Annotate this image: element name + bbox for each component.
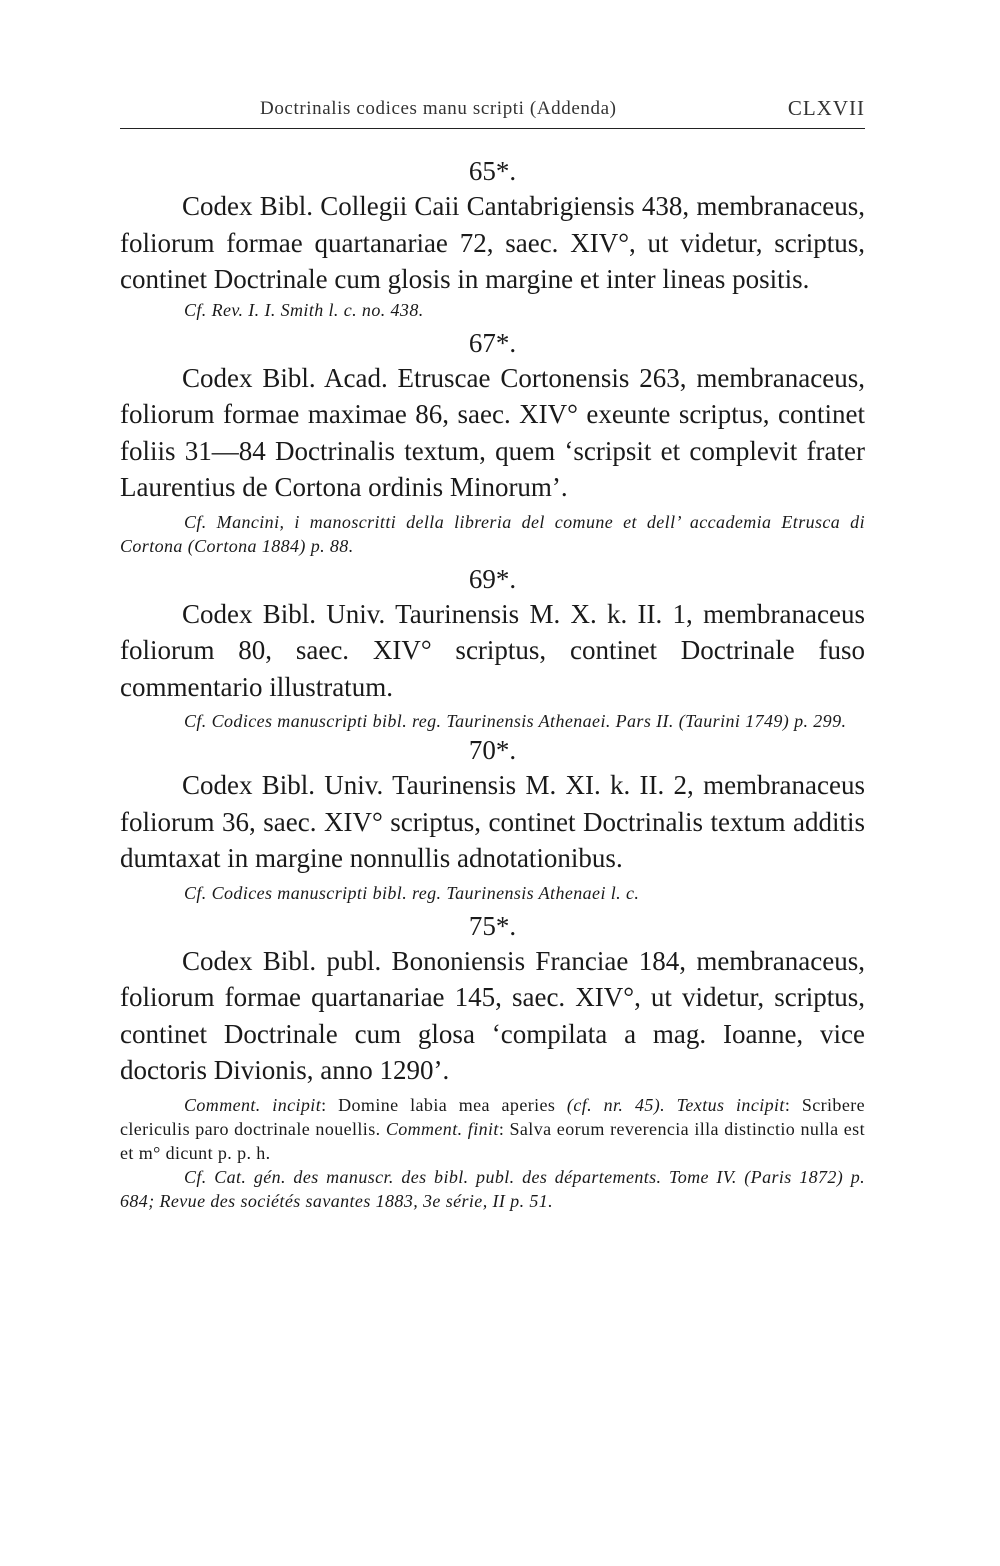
page-numeral: CLXVII [787,96,865,120]
running-head [120,90,865,122]
entry-number-75: 75*. [468,910,517,941]
commentary-text-textus: : Scribere clericulis paro doctrinale nouellis. [120,1094,865,1139]
entry-note-65: Cf. Rev. I. I. Smith l. c. no. 438. [184,299,424,320]
running-title: Doctrinalis codices manu scripti (Addenda) [260,98,617,119]
commentary-label-finit: Comment. finit [385,1118,499,1139]
entry-text-75: Codex Bibl. publ. Bononiensis Franciae 184, membranaceus, foliorum formae quartanariae 145, saec. XIV°, ut videtur, scriptus, continet Doctrinale cum glosa ‘compilata a mag. Ioanne, vice doctoris Divionis, anno 1290’. [120,945,865,1085]
entry-number-69: 69*. [468,563,517,594]
entry-note-67: Cf. Mancini, i manoscritti della libreria del comune et dell’ accademia Etrusca di Cortona (Cortona 1884) p. 88. [120,511,865,556]
entry-text-67: Codex Bibl. Acad. Etruscae Cortonensis 263, membranaceus, foliorum formae maximae 86, saec. XIV° exeunte scriptus, continet foliis 31—84 Doctrinalis textum, quem ‘scripsit et complevit frater Laurentius de Cortona ordinis Minorum’. [120,362,865,502]
entry-commentary-75 [120,1093,865,1165]
commentary-text-incipit: : Domine labia mea aperies [321,1094,567,1115]
entry-number-70: 70*. [468,735,517,765]
entry-note-75: Cf. Cat. gén. des manuscr. des bibl. publ. des départements. Tome IV. (Paris 1872) p. 684; Revue des sociétés savantes 1883, 3e série, II p. 51. [120,1166,865,1211]
header-rule [120,128,865,129]
commentary-text-finit: : Salva eorum reverencia illa distinctio nulla est et m° dicunt p. p. h. [120,1118,865,1163]
entry-text-65: Codex Bibl. Collegii Caii Cantabrigiensis 438, membranaceus, foliorum formae quartanariae 72, saec. XIV°, ut videtur, scriptus, continet Doctrinale cum glosis in margine et inter lineas positis. [120,191,865,294]
entry-text-69: Codex Bibl. Univ. Taurinensis M. X. k. II. 1, membranaceus foliorum 80, saec. XIV° scriptus, continet Doctrinale fuso commentario illustratum. [120,598,865,702]
entry-number-67: 67*. [468,327,517,358]
entry-text-70: Codex Bibl. Univ. Taurinensis M. XI. k. II. 2, membranaceus foliorum 36, saec. XIV° scriptus, continet Doctrinalis textum additis dumtaxat in margine nonnullis adnotationibus. [120,770,865,873]
page-content [120,122,865,1213]
entry-note-70: Cf. Codices manuscripti bibl. reg. Taurinensis Athenaei l. c. [184,882,640,903]
document-page [120,90,865,1213]
entry-number-65: 65*. [468,156,517,186]
entry-note-69: Cf. Codices manuscripti bibl. reg. Taurinensis Athenaei. Pars II. (Taurini 1749) p. 299. [184,711,847,731]
commentary-label-textus: (cf. nr. 45). Textus incipit [566,1094,785,1115]
commentary-label-incipit: Comment. incipit [184,1094,322,1115]
